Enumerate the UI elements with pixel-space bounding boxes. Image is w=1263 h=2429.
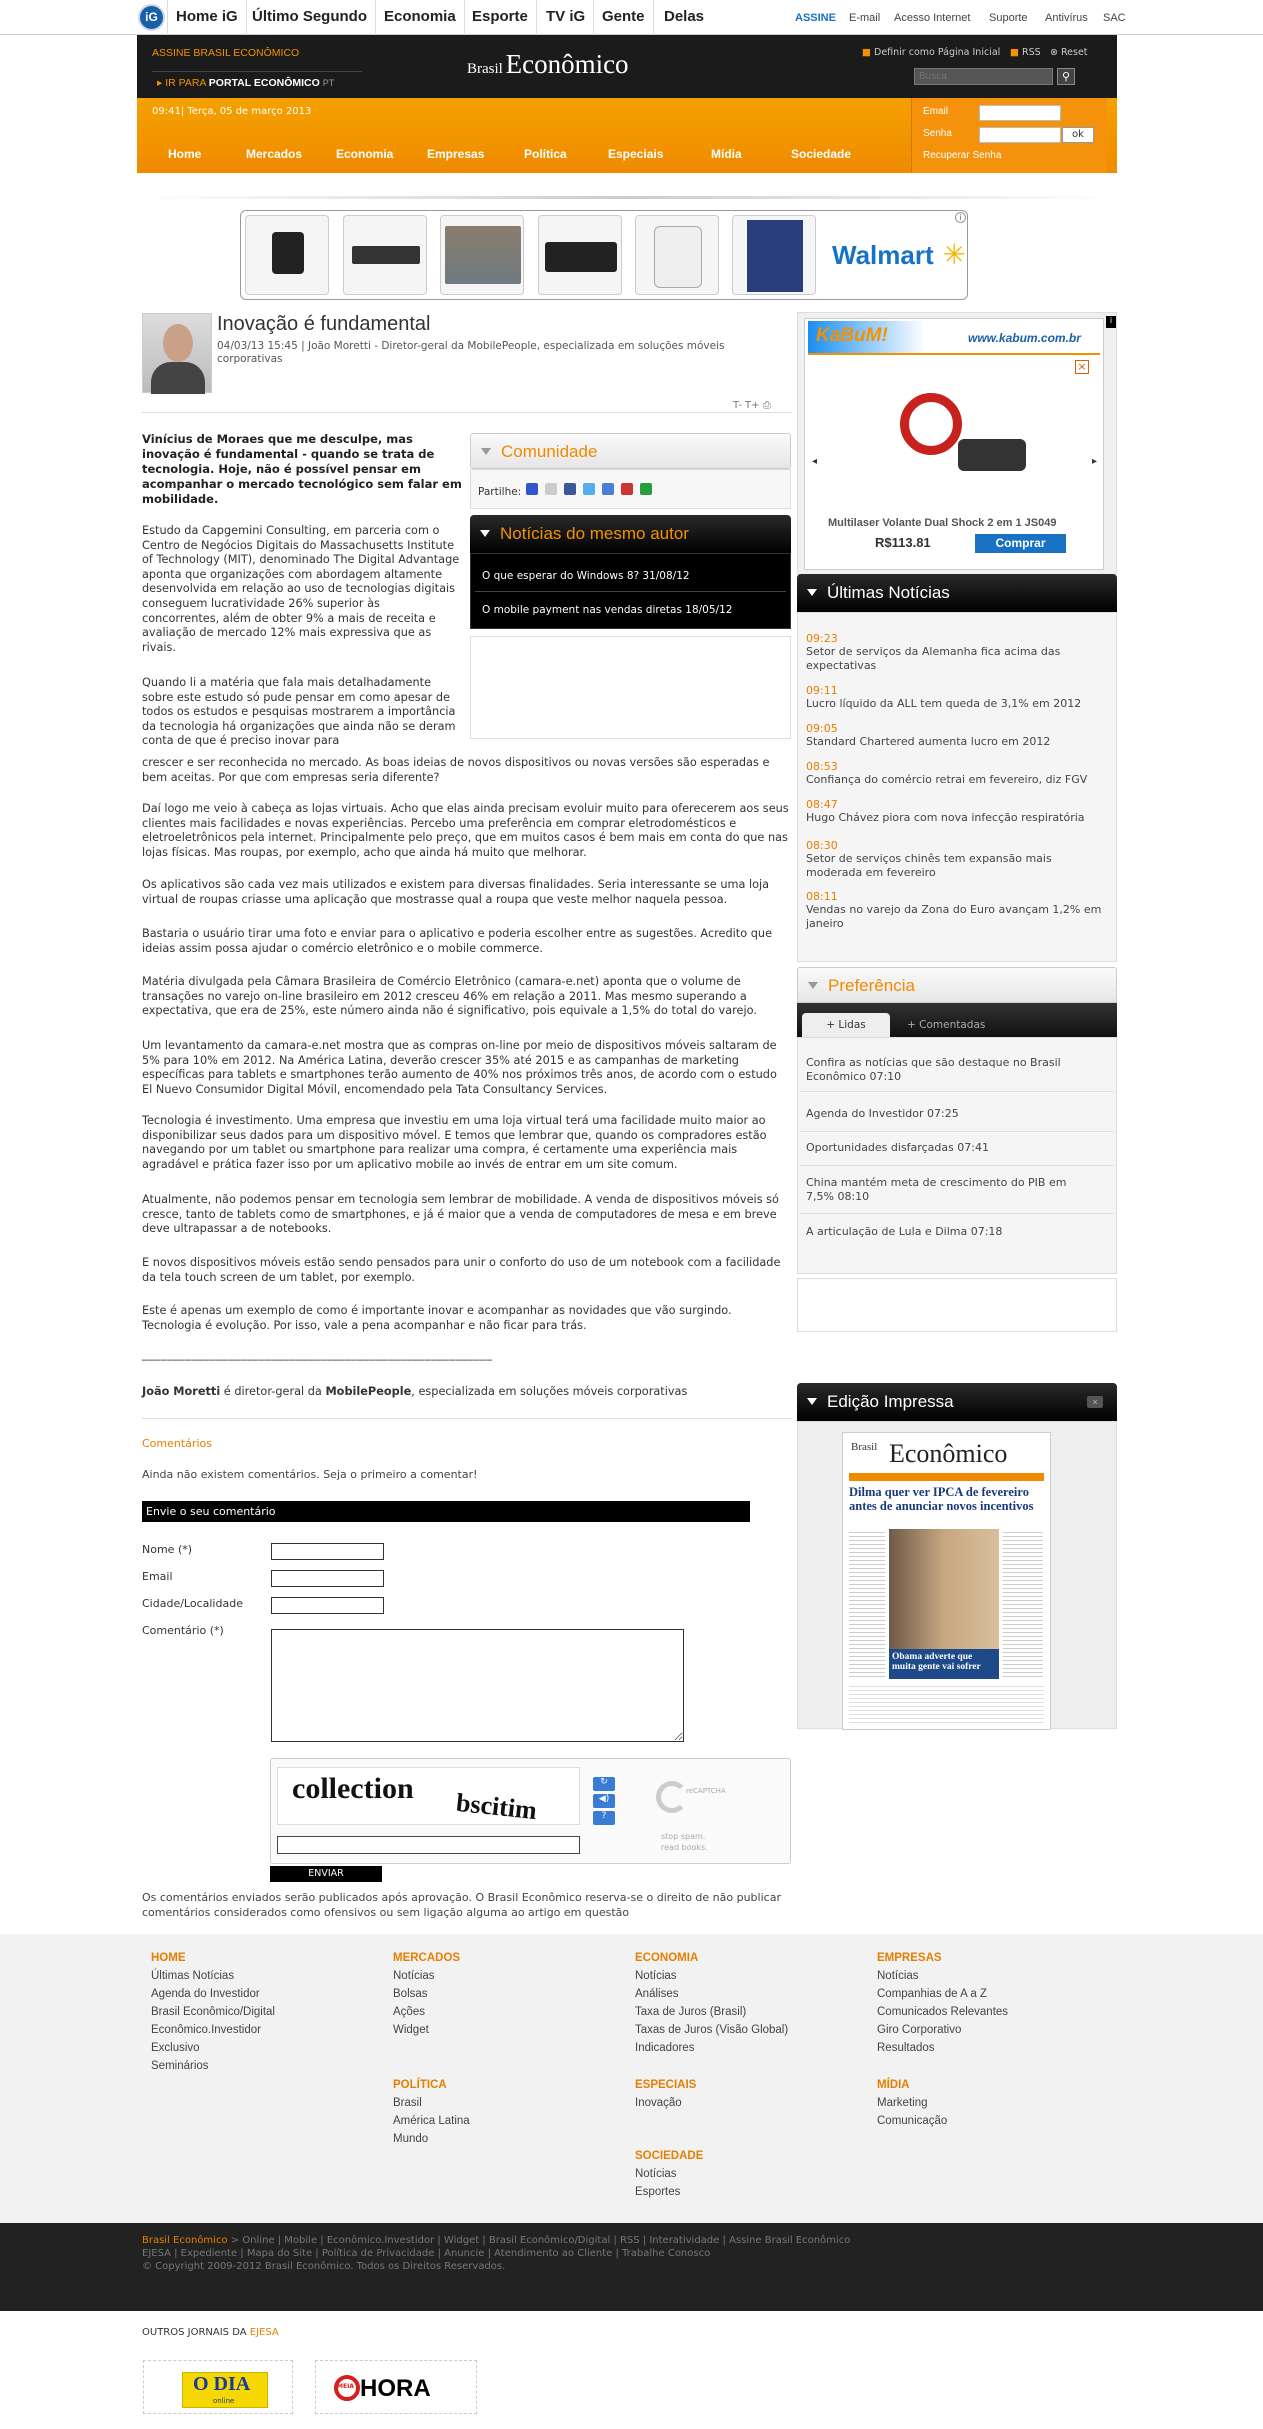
comunidade-header[interactable]	[470, 433, 791, 469]
footer-link[interactable]: Comunicação	[877, 2115, 948, 2127]
comments-title[interactable]: Comentários	[142, 1437, 212, 1450]
ig-logo[interactable]: iG	[138, 4, 165, 31]
reset-icon: ⊗	[1050, 47, 1061, 58]
footer-section-heading[interactable]: ESPECIAIS	[635, 2079, 697, 2091]
product-pedal-image	[958, 439, 1026, 471]
news-title: Confiança do comércio retrai em fevereiro, diz FGV	[806, 773, 1088, 786]
close-icon[interactable]: ×	[1075, 360, 1089, 374]
preferencia-item[interactable]: A articulação de Lula e Dilma 07:18	[806, 1225, 1003, 1238]
bio-text: é diretor-geral da	[220, 1385, 326, 1398]
rss-label: RSS	[1022, 47, 1041, 58]
autor-news-header[interactable]	[470, 515, 791, 553]
print-icon[interactable]: ⎙	[762, 400, 771, 411]
comment-note: Os comentários enviados serão publicados após aprovação. O Brasil Econômico reserva-se o direito de não publicar comentários considerados como ofensivos ou sem ligação alguma ao artigo em questão	[142, 1891, 781, 1919]
meia-hora-logo: MEIA HORA	[334, 2373, 464, 2405]
title-divider	[142, 412, 792, 413]
odia-logo: O DIA online	[182, 2372, 268, 2408]
preferencia-tabs	[797, 1003, 1117, 1037]
empty-widget	[470, 636, 791, 739]
ultimas-news-item[interactable]	[806, 684, 1106, 711]
share-box	[470, 469, 791, 509]
cover-masthead: Brasil Econômico	[849, 1439, 1044, 1477]
ultimas-news-item[interactable]	[806, 632, 1106, 673]
footer-section-heading[interactable]: HOME	[151, 1952, 186, 1964]
article-paragraph: Os aplicativos são cada vez mais utilizados e existem para diversas finalidades. Seria interessante se uma loja virtual de roupas criasse uma aplicação que mostrasse qual a roupa que veste melhor naquela pessoa.	[142, 878, 770, 906]
footer-link[interactable]: Indicadores	[635, 2042, 695, 2054]
autor-news-item[interactable]: O mobile payment nas vendas diretas 18/05/12	[482, 604, 733, 616]
util-email[interactable]: E-mail	[849, 12, 881, 24]
news-time: 09:11	[806, 684, 838, 697]
login-password-input[interactable]	[979, 127, 1061, 143]
footer-link[interactable]: Econômico.Investidor	[151, 2024, 261, 2036]
ad-product-book[interactable]	[732, 215, 816, 295]
preferencia-item[interactable]: Confira as notícias que são destaque no Brasil Econômico 07:10	[806, 1056, 1061, 1083]
footer-link[interactable]: Taxa de Juros (Brasil)	[635, 2006, 747, 2018]
article-paragraph: Quando li a matéria que fala mais detalhadamente sobre este estudo só pude pensar em como apesar de todos os estudos e pesquisas mostrarem a importância da tecnologia há organizações que ainda não se deram conta de que é preciso inovar para	[142, 676, 456, 748]
login-email-label: Email	[923, 106, 949, 117]
article-meta: 04/03/13 15:45 | João Moretti - Diretor-geral da MobilePeople, especializada em soluções móveis corporativas	[217, 340, 725, 365]
login-email-input[interactable]	[979, 105, 1061, 121]
bio-author-name: João Moretti	[142, 1385, 221, 1398]
footer-link[interactable]: Brasil Econômico/Digital	[151, 2006, 275, 2018]
cidade-input[interactable]	[271, 1597, 384, 1614]
footer-links-row[interactable]: EJESA | Expediente | Mapa do Site | Política de Privacidade | Anuncie | Atendimento ao Cliente | Trabalhe Conosco	[142, 2248, 711, 2259]
article-paragraph: Bastaria o usuário tirar uma foto e enviar para o aplicativo e poderia escolher entre as sugestões. Acredito que ideias assim possa ajudar o comércio eletrônico e o mobile commerce.	[142, 927, 773, 955]
empty-widget	[797, 1278, 1117, 1332]
ir-para-label: IR PARA	[165, 77, 206, 89]
delicious-icon[interactable]	[526, 483, 538, 495]
footer-link[interactable]: Notícias	[393, 1970, 435, 1982]
buy-button[interactable]: Comprar	[975, 534, 1066, 553]
audio-icon[interactable]: ◀)	[593, 1794, 615, 1808]
outros-jornais-label: OUTROS JORNAIS DA EJESA	[142, 2327, 279, 2338]
logo-brasil: Brasil	[467, 61, 503, 77]
ad-product-stereo[interactable]	[538, 215, 622, 295]
collapse-icon	[807, 589, 817, 596]
footer-section-heading[interactable]: SOCIEDADE	[635, 2150, 704, 2162]
ultimas-news-item[interactable]	[806, 798, 1106, 825]
footer-link[interactable]: Resultados	[877, 2042, 935, 2054]
mainnav-economia[interactable]: Economia	[336, 147, 394, 161]
copyright: © Copyright 2009-2012 Brasil Econômico. Todos os Direitos Reservados.	[142, 2261, 506, 2272]
close-icon[interactable]: ×	[1087, 1396, 1103, 1408]
footer-link[interactable]: Notícias	[635, 2168, 677, 2180]
util-assine[interactable]: ASSINE	[795, 12, 836, 24]
facebook-icon[interactable]	[564, 483, 576, 495]
news-title: Standard Chartered aumenta lucro em 2012	[806, 735, 1051, 748]
rss-icon: ■	[1010, 47, 1022, 58]
email-field[interactable]	[271, 1570, 384, 1587]
ultimas-title: Últimas Notícias	[827, 583, 950, 602]
mainnav-midia[interactable]: Mídia	[711, 147, 742, 161]
news-time: 08:47	[806, 798, 838, 811]
footer-section-heading[interactable]: POLÍTICA	[393, 2079, 447, 2091]
ultimas-news-item[interactable]	[806, 839, 1106, 880]
product-name[interactable]: Multilaser Volante Dual Shock 2 em 1 JS049	[828, 517, 1057, 529]
util-sac[interactable]: SAC	[1103, 12, 1126, 24]
autor-news-list	[470, 553, 791, 629]
autor-news-item[interactable]: O que esperar do Windows 8? 31/08/12	[482, 570, 690, 582]
meia-hora-logo-frame[interactable]	[315, 2360, 477, 2414]
comunidade-title: Comunidade	[501, 442, 598, 461]
nome-label: Nome (*)	[142, 1543, 193, 1556]
ultimas-news-item[interactable]	[806, 722, 1106, 749]
footer-link[interactable]: Bolsas	[393, 1988, 428, 2000]
topnav-ultimo-segundo[interactable]: Último Segundo	[244, 0, 376, 35]
site-logo[interactable]	[467, 49, 629, 80]
search-input[interactable]	[914, 68, 1053, 85]
carousel-prev-icon[interactable]: ◂	[812, 456, 818, 467]
recaptcha-stop: stop spam.	[661, 1832, 706, 1841]
news-time: 08:53	[806, 760, 838, 773]
preferencia-title: Preferência	[828, 976, 915, 995]
article-paragraph: Este é apenas um exemplo de como é importante inovar e acompanhar as novidades que vão surgindo. Tecnologia é evolução. Por isso, vale a pena acompanhar e não ficar para trás.	[142, 1304, 732, 1332]
footer-section-heading[interactable]: ECONOMIA	[635, 1952, 699, 1964]
recaptcha-label: reCAPTCHA	[686, 1787, 726, 1795]
news-title: Setor de serviços da Alemanha fica acima das expectativas	[806, 645, 1061, 672]
preferencia-item[interactable]: China mantém meta de crescimento do PIB em 7,5% 08:10	[806, 1176, 1067, 1203]
preferencia-header[interactable]	[797, 967, 1117, 1003]
ad-info-icon[interactable]: i	[1106, 316, 1116, 328]
set-home-link[interactable]	[862, 47, 1000, 58]
footer-link[interactable]: Inovação	[635, 2097, 682, 2109]
bio-text-end: , especializada em soluções móveis corporativas	[411, 1385, 688, 1398]
article-paragraph: Atualmente, não podemos pensar em tecnologia sem lembrar de mobilidade. A venda de dispositivos móveis só cresce, tanto de tablets como de smartphones, e já é maior que a venda de computadores de mesa e em breve deve ultrapassar a de notebooks.	[142, 1193, 779, 1236]
product-wheel-image[interactable]	[900, 393, 962, 455]
help-icon[interactable]: ?	[593, 1811, 615, 1825]
recaptcha-read: read books.	[661, 1843, 708, 1852]
ultimas-news-item[interactable]	[806, 760, 1106, 787]
article-paragraph: Tecnologia é investimento. Uma empresa que investiu em uma loja virtual terá uma facilidade muito maior ao disponibilizar seus dados para um dispositivo móvel. E temos que lembrar que, quando os compradores estão navegando por um tablet ou smartphone para realizar uma compra, é certamente uma experiência mais agradável e prática fazer isso por um aplicativo mobile ao invés de entrar em um site comum.	[142, 1114, 767, 1171]
no-comments-text: Ainda não existem comentários. Seja o primeiro a comentar!	[142, 1468, 478, 1481]
cidade-label: Cidade/Localidade	[142, 1597, 243, 1610]
assine-link[interactable]: ASSINE BRASIL ECONÔMICO	[152, 47, 300, 59]
product-price: R$113.81	[875, 535, 931, 550]
font-size-controls	[733, 400, 771, 411]
author-bio	[142, 1385, 790, 1400]
footer-link[interactable]: Taxas de Juros (Visão Global)	[635, 2024, 789, 2036]
footer-link[interactable]: Seminários	[151, 2060, 209, 2072]
top-bar	[0, 0, 1263, 35]
topnav-delas[interactable]: Delas	[664, 8, 705, 25]
set-home-label: Definir como Página Inicial	[874, 47, 1001, 58]
mainnav-mercados[interactable]: Mercados	[246, 147, 303, 161]
mainnav-home[interactable]: Home	[168, 147, 202, 161]
article-paragraph: E novos dispositivos móveis estão sendo pensados para unir o conforto do uso de um notebook com a facilidade da tela touch screen de um tablet, por exemplo.	[142, 1256, 781, 1284]
reset-label: Reset	[1060, 47, 1088, 58]
footer-link[interactable]: América Latina	[393, 2115, 470, 2127]
footer-link[interactable]: Exclusivo	[151, 2042, 200, 2054]
ad-product-sofa[interactable]	[440, 215, 524, 295]
collapse-icon	[808, 982, 818, 989]
article-paragraph: Um levantamento da camara-e.net mostra que as compras on-line por meio de dispositivos móveis saltaram de 5% para 10% em 2012. Na América Latina, deverão crescer 35% até 2015 e as campanhas de marketing específicas para tablets e smartphones terão aumento de 40% nos próximos três anos, de acordo com o estudo El Nuevo Consumidor Digital Móvil, encomendado pela Tata Consultancy Services.	[142, 1039, 777, 1096]
footer-link[interactable]: Notícias	[635, 1970, 677, 1982]
news-time: 09:05	[806, 722, 838, 735]
kabum-logo: KaBuM!	[816, 325, 888, 346]
kabum-banner	[808, 321, 1100, 355]
portal-suffix: PT	[322, 78, 335, 88]
odia-logo-frame[interactable]	[143, 2360, 293, 2414]
tab-lidas[interactable]: + Lidas	[802, 1013, 890, 1037]
article-separator: _________________________________________________________	[142, 1348, 493, 1361]
footer-link[interactable]: Mundo	[393, 2133, 429, 2145]
footer-link[interactable]: Ações	[393, 2006, 425, 2018]
topnav-economia[interactable]: Economia	[376, 0, 465, 35]
topnav-home-ig[interactable]: Home iG	[167, 0, 247, 35]
cover-headline: Dilma quer ver IPCA de fevereiro antes de anunciar novos incentivos	[849, 1485, 1034, 1513]
portal-arrow-icon: ▸	[157, 77, 166, 89]
walmart-spark-icon: ✳	[933, 238, 966, 271]
home-bullet-icon: ■	[862, 47, 874, 58]
refresh-icon[interactable]: ↻	[593, 1777, 615, 1791]
news-time: 08:30	[806, 839, 838, 852]
ultimas-news-item[interactable]	[806, 890, 1106, 931]
collapse-icon	[481, 448, 491, 455]
nome-input[interactable]	[271, 1543, 384, 1560]
util-antivirus[interactable]: Antivírus	[1045, 12, 1088, 24]
tab-comentadas[interactable]: + Comentadas	[907, 1019, 986, 1031]
topnav-tv-ig[interactable]: TV iG	[538, 0, 594, 35]
font-decrease-button[interactable]: T-	[733, 400, 742, 411]
header-shadow	[137, 196, 1117, 199]
news-time: 09:23	[806, 632, 838, 645]
article-lead: Vinícius de Moraes que me desculpe, mas inovação é fundamental - quando se trata de tecnologia. Hoje, não é possível pensar em acompanhar o mercado tecnológico sem falar em mobilidade.	[142, 432, 462, 506]
article-paragraph: Daí logo me veio à cabeça as lojas virtuais. Acho que elas ainda precisam evoluir muito para oferecerem aos seus clientes mais facilidades e novas experiências. Percebo uma preferência em comprar eletrodomésticos e eletroeletrônicos pela internet. Principalmente pelo preço, que em muitos casos é bem mais em conta do que nas lojas físicas. Mas roupas, por exemplo, acho que ainda há muito que melhorar.	[142, 802, 789, 859]
article-paragraph: Matéria divulgada pela Câmara Brasileira de Comércio Eletrônico (camara-e.net) aponta que o volume de transações no varejo on-line brasileiro em 2012 cresceu 46% em relação a 2011. Mas mesmo superando a expectativa, que era de 25%, este número ainda não é significativo, pois equivale a 1,5% do total do varejo.	[142, 975, 757, 1018]
news-title: Setor de serviços chinês tem expansão mais moderada em fevereiro	[806, 852, 1052, 879]
site-header	[137, 35, 1117, 98]
font-increase-button[interactable]: T+	[745, 400, 760, 411]
footer-link[interactable]: Giro Corporativo	[877, 2024, 962, 2036]
footer-link[interactable]: Marketing	[877, 2097, 928, 2109]
mainnav-empresas[interactable]: Empresas	[427, 147, 485, 161]
collapse-icon	[807, 1398, 817, 1405]
share-more-icon[interactable]	[640, 483, 652, 495]
bio-company: MobilePeople	[325, 1385, 412, 1398]
impressa-title: Edição Impressa	[827, 1392, 954, 1411]
footer-section-heading[interactable]: MERCADOS	[393, 1952, 461, 1964]
footer-link[interactable]: Notícias	[877, 1970, 919, 1982]
footer-link[interactable]: Últimas Notícias	[151, 1970, 235, 1982]
article-end-divider	[142, 1418, 792, 1419]
cover-subhead: Obama adverte que muita gente vai sofrer	[889, 1649, 999, 1679]
footer-section-heading[interactable]: EMPRESAS	[877, 1952, 942, 1964]
logo-economico: Econômico	[505, 49, 629, 79]
impressa-header[interactable]	[797, 1383, 1117, 1421]
mainnav-politica[interactable]: Política	[524, 147, 567, 161]
google-icon[interactable]	[602, 483, 614, 495]
autor-news-title: Notícias do mesmo autor	[500, 524, 689, 543]
digg-icon[interactable]	[545, 483, 557, 495]
topnav-gente[interactable]: Gente	[594, 0, 654, 35]
search-icon[interactable]: ⚲	[1057, 68, 1075, 85]
util-acesso-internet[interactable]: Acesso Internet	[894, 12, 971, 24]
walmart-logo[interactable]: Walmart ✳	[832, 238, 966, 271]
myspace-icon[interactable]	[621, 483, 633, 495]
footer-link[interactable]: Widget	[393, 2024, 429, 2036]
captcha-image: collection bscitim	[277, 1767, 580, 1825]
reset-link[interactable]	[1050, 47, 1088, 58]
news-title: Lucro líquido da ALL tem queda de 3,1% em 2012	[806, 697, 1082, 710]
twitter-icon[interactable]	[583, 483, 595, 495]
login-senha-label: Senha	[923, 128, 952, 139]
carousel-next-icon[interactable]: ▸	[1092, 456, 1098, 467]
ad-product-phone[interactable]	[635, 215, 719, 295]
footer-link[interactable]: Agenda do Investidor	[151, 1988, 260, 2000]
footer-link[interactable]: Análises	[635, 1988, 679, 2000]
cover-photo	[889, 1529, 999, 1649]
portal-name: PORTAL ECONÔMICO	[208, 77, 320, 89]
share-icons	[526, 482, 659, 495]
recaptcha-logo-icon	[656, 1781, 688, 1813]
newspaper-cover[interactable]	[842, 1432, 1051, 1730]
news-title: Vendas no varejo da Zona do Euro avançam 1,2% em janeiro	[806, 903, 1102, 930]
share-label: Partilhe:	[478, 486, 522, 498]
topnav-esporte[interactable]: Esporte	[464, 0, 537, 35]
article-paragraph: crescer e ser reconhecida no mercado. As boas ideias de novos dispositivos ou novas versões são esperadas e bem aceitas. Por que com empresas seria diferente?	[142, 756, 770, 784]
recaptcha-widget	[270, 1758, 791, 1864]
header-divider	[152, 71, 362, 72]
rss-link[interactable]	[1010, 47, 1041, 58]
footer-link-list: > Online | Mobile | Econômico.Investidor | Widget | Brasil Econômico/Digital | RSS | Interatividade | Assine Brasil Econômico	[227, 2235, 851, 2246]
footer-section-heading[interactable]: MÍDIA	[877, 2079, 910, 2091]
ultimas-header[interactable]	[797, 574, 1117, 612]
article-paragraph: Estudo da Capgemini Consulting, em parceria com o Centro de Negócios Digitais do Massachusetts Institute of Technology (MIT), denominado The Digital Advantage aponta que organizações com abordagem altamente desenvolvida em relação ao uso de tecnologias digitais conseguem lucratividade 26% superior às concorrentes, além de obter 9% a mais de receita e avaliação de mercado 12% mais expressiva que as rivais.	[142, 524, 460, 654]
recover-password-link[interactable]: Recuperar Senha	[923, 150, 1002, 161]
login-box	[911, 98, 1107, 173]
collapse-icon	[480, 530, 490, 537]
ad-product-charger[interactable]	[245, 215, 329, 295]
news-title: Hugo Chávez piora com nova infecção respiratória	[806, 811, 1085, 824]
mainnav-especiais[interactable]: Especiais	[608, 147, 664, 161]
news-time: 08:11	[806, 890, 838, 903]
footer-link[interactable]: Esportes	[635, 2186, 681, 2198]
footer-links-row[interactable]	[142, 2235, 850, 2246]
ad-info-icon[interactable]: i	[955, 212, 966, 223]
util-suporte[interactable]: Suporte	[989, 12, 1028, 24]
kabum-url: www.kabum.com.br	[968, 331, 1081, 345]
article-title: Inovação é fundamental	[217, 313, 431, 335]
send-comment-header: Envie o seu comentário	[142, 1501, 750, 1522]
enviar-button[interactable]: ENVIAR	[270, 1866, 382, 1882]
preferencia-item[interactable]: Oportunidades disfarçadas 07:41	[806, 1141, 990, 1154]
comentario-textarea[interactable]	[271, 1629, 684, 1742]
current-date: 09:41| Terça, 05 de março 2013	[152, 106, 312, 117]
comentario-label: Comentário (*)	[142, 1624, 224, 1637]
mainnav-sociedade[interactable]: Sociedade	[791, 147, 852, 161]
captcha-input[interactable]	[277, 1836, 580, 1854]
ad-product-keyboard[interactable]	[343, 215, 427, 295]
footer-brand: Brasil Econômico	[142, 2235, 228, 2246]
author-photo	[142, 313, 212, 393]
login-ok-button[interactable]: ok	[1062, 127, 1094, 143]
portal-link-row[interactable]	[157, 77, 334, 89]
preferencia-item[interactable]: Agenda do Investidor 07:25	[806, 1107, 959, 1120]
email-label: Email	[142, 1570, 173, 1583]
footer-link[interactable]: Companhias de A a Z	[877, 1988, 987, 2000]
footer-link[interactable]: Brasil	[393, 2097, 422, 2109]
footer-link[interactable]: Comunicados Relevantes	[877, 2006, 1009, 2018]
kabum-ad[interactable]	[797, 312, 1117, 575]
